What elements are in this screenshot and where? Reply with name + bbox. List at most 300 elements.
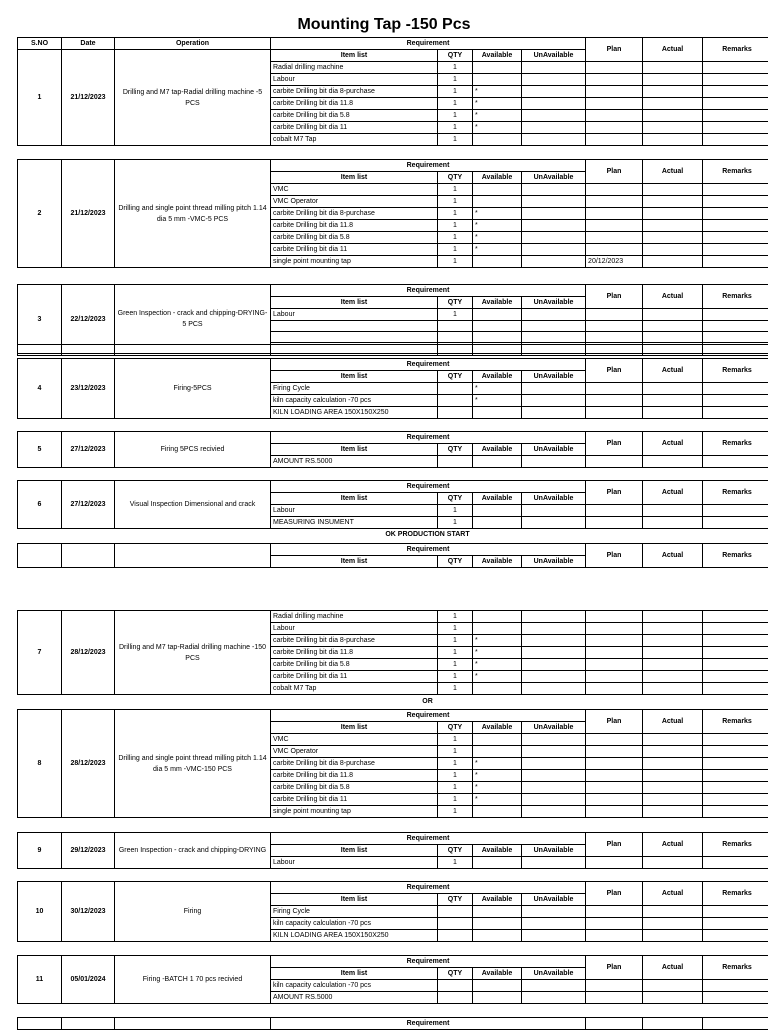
available-header: Available bbox=[473, 371, 522, 383]
plan-header: Plan bbox=[586, 359, 643, 383]
plan-cell bbox=[586, 232, 643, 244]
remarks-cell bbox=[703, 918, 768, 930]
qty-header: QTY bbox=[438, 371, 473, 383]
date-cell: 27/12/2023 bbox=[62, 432, 115, 468]
actual-header: Actual bbox=[643, 833, 703, 857]
plan-cell bbox=[586, 134, 643, 146]
remarks-header: Remarks bbox=[703, 481, 768, 505]
unavailable-cell bbox=[522, 134, 586, 146]
remarks-cell bbox=[703, 758, 768, 770]
plan-header: Plan bbox=[586, 160, 643, 184]
actual-cell bbox=[643, 770, 703, 782]
remarks-cell bbox=[703, 309, 768, 321]
available-cell: * bbox=[473, 98, 522, 110]
requirement-header: Requirement bbox=[271, 833, 586, 845]
qty-header: QTY bbox=[438, 493, 473, 505]
spacer-row bbox=[17, 344, 768, 356]
remarks-cell bbox=[703, 517, 768, 529]
item-list-header: Item list bbox=[271, 371, 438, 383]
item-name-cell: carbite Drilling bit dia 5.8 bbox=[271, 782, 438, 794]
remarks-cell bbox=[703, 659, 768, 671]
item-name-cell: carbite Drilling bit dia 11.8 bbox=[271, 98, 438, 110]
remarks-cell bbox=[703, 746, 768, 758]
available-cell bbox=[473, 930, 522, 942]
blank-cell bbox=[115, 544, 271, 568]
date-cell: 21/12/2023 bbox=[62, 160, 115, 268]
remarks-cell bbox=[703, 794, 768, 806]
plan-cell bbox=[586, 110, 643, 122]
unavailable-cell bbox=[522, 383, 586, 395]
available-cell bbox=[473, 611, 522, 623]
blank-cell bbox=[62, 544, 115, 568]
available-cell: * bbox=[473, 659, 522, 671]
unavailable-cell bbox=[522, 659, 586, 671]
actual-cell bbox=[643, 383, 703, 395]
plan-cell bbox=[586, 456, 643, 468]
qty-cell: 1 bbox=[438, 86, 473, 98]
available-cell: * bbox=[473, 122, 522, 134]
item-name-cell: Radial drilling machine bbox=[271, 611, 438, 623]
qty-cell bbox=[438, 383, 473, 395]
plan-cell bbox=[586, 505, 643, 517]
requirement-header: Requirement bbox=[271, 710, 586, 722]
unavailable-cell bbox=[522, 256, 586, 268]
actual-cell bbox=[643, 671, 703, 683]
available-cell bbox=[473, 332, 522, 343]
actual-cell bbox=[643, 62, 703, 74]
blank-cell bbox=[522, 345, 586, 356]
plan-cell bbox=[586, 184, 643, 196]
actual-header: Actual bbox=[643, 359, 703, 383]
available-cell bbox=[473, 74, 522, 86]
unavailable-cell bbox=[522, 86, 586, 98]
remarks-cell bbox=[703, 611, 768, 623]
available-header: Available bbox=[473, 722, 522, 734]
operation-block-7 bbox=[17, 610, 768, 695]
actual-cell bbox=[643, 98, 703, 110]
qty-header: QTY bbox=[438, 172, 473, 184]
actual-cell bbox=[643, 456, 703, 468]
item-row bbox=[18, 611, 768, 623]
date-header: Date bbox=[62, 38, 115, 50]
available-cell bbox=[473, 992, 522, 1004]
actual-cell bbox=[643, 407, 703, 419]
unavailable-header: UnAvailable bbox=[522, 493, 586, 505]
available-cell bbox=[473, 517, 522, 529]
actual-cell bbox=[643, 208, 703, 220]
actual-cell bbox=[643, 659, 703, 671]
unavailable-header: UnAvailable bbox=[522, 444, 586, 456]
remarks-cell bbox=[703, 220, 768, 232]
available-header: Available bbox=[473, 845, 522, 857]
remarks-cell bbox=[703, 208, 768, 220]
remarks-header: Remarks bbox=[703, 833, 768, 857]
item-name-cell: Radial drilling machine bbox=[271, 62, 438, 74]
remarks-header: Remarks bbox=[703, 710, 768, 734]
item-name-cell: carbite Drilling bit dia 8-purchase bbox=[271, 758, 438, 770]
plan-cell bbox=[586, 517, 643, 529]
available-cell bbox=[473, 906, 522, 918]
operation-cell: Drilling and M7 tap-Radial drilling machine -150 PCS bbox=[115, 611, 271, 695]
qty-cell: 1 bbox=[438, 122, 473, 134]
qty-cell: 1 bbox=[438, 134, 473, 146]
available-cell: * bbox=[473, 232, 522, 244]
actual-cell bbox=[643, 232, 703, 244]
actual-cell bbox=[643, 110, 703, 122]
actual-cell bbox=[643, 906, 703, 918]
remarks-cell bbox=[703, 62, 768, 74]
actual-cell bbox=[643, 992, 703, 1004]
remarks-cell bbox=[703, 734, 768, 746]
item-name-cell: Labour bbox=[271, 623, 438, 635]
item-name-cell: KILN LOADING AREA 150X150X250 bbox=[271, 407, 438, 419]
actual-cell bbox=[643, 184, 703, 196]
available-header: Available bbox=[473, 894, 522, 906]
plan-cell bbox=[586, 407, 643, 419]
actual-cell bbox=[643, 505, 703, 517]
unavailable-cell bbox=[522, 196, 586, 208]
item-name-cell: cobalt M7 Tap bbox=[271, 683, 438, 695]
item-name-cell: Labour bbox=[271, 857, 438, 869]
remarks-cell bbox=[703, 505, 768, 517]
plan-cell bbox=[586, 782, 643, 794]
unavailable-cell bbox=[522, 332, 586, 343]
unavailable-cell bbox=[522, 758, 586, 770]
qty-cell bbox=[438, 906, 473, 918]
unavailable-cell bbox=[522, 857, 586, 869]
unavailable-cell bbox=[522, 611, 586, 623]
actual-cell bbox=[643, 782, 703, 794]
qty-cell: 1 bbox=[438, 683, 473, 695]
available-header: Available bbox=[473, 172, 522, 184]
plan-cell bbox=[586, 806, 643, 818]
actual-cell bbox=[643, 758, 703, 770]
plan-cell bbox=[586, 122, 643, 134]
operation-block-1 bbox=[17, 37, 768, 146]
remarks-cell bbox=[703, 930, 768, 942]
available-cell bbox=[473, 256, 522, 268]
unavailable-header: UnAvailable bbox=[522, 722, 586, 734]
operation-cell: Visual Inspection Dimensional and crack bbox=[115, 481, 271, 529]
item-name-cell: AMOUNT RS.5000 bbox=[271, 992, 438, 1004]
available-header: Available bbox=[473, 444, 522, 456]
qty-cell bbox=[438, 332, 473, 343]
sno-cell: 10 bbox=[18, 882, 62, 942]
plan-cell bbox=[586, 208, 643, 220]
item-name-cell: single point mounting tap bbox=[271, 256, 438, 268]
actual-cell bbox=[643, 395, 703, 407]
unavailable-header: UnAvailable bbox=[522, 556, 586, 568]
operation-header: Operation bbox=[115, 38, 271, 50]
blank-cell bbox=[703, 345, 768, 356]
plan-cell bbox=[586, 332, 643, 343]
remarks-header: Remarks bbox=[703, 432, 768, 456]
item-list-header: Item list bbox=[271, 50, 438, 62]
qty-cell bbox=[438, 980, 473, 992]
blank-cell bbox=[643, 345, 703, 356]
available-cell bbox=[473, 734, 522, 746]
remarks-cell bbox=[703, 383, 768, 395]
actual-cell bbox=[643, 746, 703, 758]
unavailable-cell bbox=[522, 623, 586, 635]
remarks-cell bbox=[703, 244, 768, 256]
qty-cell: 1 bbox=[438, 611, 473, 623]
item-name-cell: KILN LOADING AREA 150X150X250 bbox=[271, 930, 438, 942]
operation-cell: Firing -BATCH 1 70 pcs recivied bbox=[115, 956, 271, 1004]
item-name-cell: Labour bbox=[271, 309, 438, 321]
sno-cell: 2 bbox=[18, 160, 62, 268]
remarks-cell bbox=[703, 196, 768, 208]
date-cell: 28/12/2023 bbox=[62, 710, 115, 818]
requirement-header: Requirement bbox=[271, 160, 586, 172]
operation-cell: Drilling and M7 tap-Radial drilling machine -5 PCS bbox=[115, 50, 271, 146]
item-list-header: Item list bbox=[271, 722, 438, 734]
actual-cell bbox=[643, 611, 703, 623]
item-name-cell bbox=[271, 321, 438, 332]
date-cell: 30/12/2023 bbox=[62, 882, 115, 942]
remarks-cell bbox=[703, 184, 768, 196]
remarks-header: Remarks bbox=[703, 956, 768, 980]
unavailable-cell bbox=[522, 806, 586, 818]
ok-production-label: OK PRODUCTION START bbox=[270, 531, 585, 538]
qty-cell: 1 bbox=[438, 517, 473, 529]
date-cell: 05/01/2024 bbox=[62, 956, 115, 1004]
actual-cell bbox=[643, 321, 703, 332]
available-cell: * bbox=[473, 647, 522, 659]
requirement-header: Requirement bbox=[271, 882, 586, 894]
operation-block-5 bbox=[17, 431, 768, 468]
remarks-header: Remarks bbox=[703, 160, 768, 184]
actual-cell bbox=[643, 517, 703, 529]
unavailable-cell bbox=[522, 122, 586, 134]
plan-cell bbox=[586, 683, 643, 695]
plan-cell bbox=[586, 918, 643, 930]
plan-header: Plan bbox=[586, 882, 643, 906]
operation-block-10 bbox=[17, 881, 768, 942]
remarks-cell bbox=[703, 332, 768, 343]
plan-header: Plan bbox=[586, 285, 643, 309]
available-cell bbox=[473, 806, 522, 818]
plan-cell bbox=[586, 74, 643, 86]
blank-cell bbox=[18, 544, 62, 568]
unavailable-cell bbox=[522, 794, 586, 806]
actual-cell bbox=[643, 74, 703, 86]
remarks-cell bbox=[703, 647, 768, 659]
qty-cell: 1 bbox=[438, 220, 473, 232]
item-name-cell: carbite Drilling bit dia 11 bbox=[271, 122, 438, 134]
plan-cell bbox=[586, 62, 643, 74]
remarks-cell bbox=[703, 857, 768, 869]
actual-cell bbox=[643, 857, 703, 869]
available-cell: * bbox=[473, 671, 522, 683]
available-cell bbox=[473, 309, 522, 321]
sno-cell: 9 bbox=[18, 833, 62, 869]
plan-cell bbox=[586, 395, 643, 407]
qty-cell: 1 bbox=[438, 782, 473, 794]
plan-header: Plan bbox=[586, 710, 643, 734]
operation-cell: Firing 5PCS recivied bbox=[115, 432, 271, 468]
available-header: Available bbox=[473, 493, 522, 505]
requirement-header: Requirement bbox=[271, 1018, 586, 1030]
remarks-cell bbox=[703, 980, 768, 992]
available-header: Available bbox=[473, 297, 522, 309]
actual-cell bbox=[643, 683, 703, 695]
available-cell bbox=[473, 980, 522, 992]
item-name-cell: Labour bbox=[271, 74, 438, 86]
item-name-cell: carbite Drilling bit dia 11 bbox=[271, 671, 438, 683]
remarks-cell bbox=[703, 86, 768, 98]
blank-cell bbox=[271, 345, 438, 356]
available-cell bbox=[473, 505, 522, 517]
item-list-header: Item list bbox=[271, 845, 438, 857]
available-cell: * bbox=[473, 758, 522, 770]
unavailable-cell bbox=[522, 184, 586, 196]
actual-header: Actual bbox=[643, 432, 703, 456]
item-name-cell: carbite Drilling bit dia 5.8 bbox=[271, 110, 438, 122]
item-list-header: Item list bbox=[271, 493, 438, 505]
operation-cell: Green Inspection - crack and chipping-DRYING bbox=[115, 833, 271, 869]
remarks-cell bbox=[703, 98, 768, 110]
item-name-cell: AMOUNT RS.5000 bbox=[271, 456, 438, 468]
remarks-cell bbox=[703, 110, 768, 122]
qty-cell: 1 bbox=[438, 647, 473, 659]
actual-header: Actual bbox=[643, 481, 703, 505]
qty-cell: 1 bbox=[438, 110, 473, 122]
plan-cell bbox=[586, 671, 643, 683]
sno-cell: 3 bbox=[18, 285, 62, 354]
actual-cell bbox=[643, 309, 703, 321]
unavailable-cell bbox=[522, 906, 586, 918]
sno-cell: 6 bbox=[18, 481, 62, 529]
available-cell bbox=[473, 407, 522, 419]
qty-header: QTY bbox=[438, 894, 473, 906]
item-name-cell: Firing Cycle bbox=[271, 383, 438, 395]
qty-header: QTY bbox=[438, 845, 473, 857]
item-name-cell: VMC bbox=[271, 734, 438, 746]
unavailable-cell bbox=[522, 746, 586, 758]
available-cell bbox=[473, 456, 522, 468]
actual-header: Actual bbox=[643, 882, 703, 906]
unavailable-cell bbox=[522, 321, 586, 332]
item-list-header: Item list bbox=[271, 968, 438, 980]
available-cell: * bbox=[473, 395, 522, 407]
actual-cell bbox=[643, 647, 703, 659]
unavailable-cell bbox=[522, 110, 586, 122]
remarks-header: Remarks bbox=[703, 359, 768, 383]
qty-cell: 1 bbox=[438, 62, 473, 74]
plan-cell bbox=[586, 746, 643, 758]
item-name-cell: kiln capacity calculation -70 pcs bbox=[271, 395, 438, 407]
plan-cell bbox=[586, 734, 643, 746]
unavailable-cell bbox=[522, 505, 586, 517]
date-cell: 23/12/2023 bbox=[62, 359, 115, 419]
actual-cell bbox=[643, 122, 703, 134]
actual-cell bbox=[643, 734, 703, 746]
actual-cell bbox=[643, 134, 703, 146]
available-cell bbox=[473, 184, 522, 196]
unavailable-cell bbox=[522, 930, 586, 942]
qty-header: QTY bbox=[438, 444, 473, 456]
plan-cell bbox=[586, 635, 643, 647]
remarks-cell bbox=[703, 770, 768, 782]
actual-header: Actual bbox=[643, 710, 703, 734]
remarks-cell bbox=[703, 806, 768, 818]
available-cell bbox=[473, 623, 522, 635]
operation-cell: Firing-5PCS bbox=[115, 359, 271, 419]
requirement-header: Requirement bbox=[271, 359, 586, 371]
qty-cell: 1 bbox=[438, 244, 473, 256]
sno-cell: 5 bbox=[18, 432, 62, 468]
blank-cell bbox=[115, 345, 271, 356]
qty-header: QTY bbox=[438, 968, 473, 980]
item-name-cell: carbite Drilling bit dia 11.8 bbox=[271, 770, 438, 782]
available-cell bbox=[473, 134, 522, 146]
remarks-cell bbox=[703, 635, 768, 647]
plan-cell bbox=[586, 244, 643, 256]
available-header: Available bbox=[473, 556, 522, 568]
plan-cell bbox=[586, 659, 643, 671]
plan-cell bbox=[586, 196, 643, 208]
item-list-header: Item list bbox=[271, 894, 438, 906]
operation-block-9 bbox=[17, 832, 768, 869]
available-cell bbox=[473, 918, 522, 930]
plan-cell bbox=[586, 86, 643, 98]
unavailable-cell bbox=[522, 456, 586, 468]
unavailable-cell bbox=[522, 635, 586, 647]
blank-cell bbox=[438, 345, 473, 356]
remarks-cell bbox=[703, 134, 768, 146]
unavailable-cell bbox=[522, 980, 586, 992]
unavailable-header: UnAvailable bbox=[522, 172, 586, 184]
unavailable-cell bbox=[522, 98, 586, 110]
plan-cell bbox=[586, 383, 643, 395]
item-list-header: Item list bbox=[271, 556, 438, 568]
plan-cell bbox=[586, 309, 643, 321]
plan-cell bbox=[586, 647, 643, 659]
plan-cell bbox=[586, 992, 643, 1004]
unavailable-cell bbox=[522, 647, 586, 659]
unavailable-header: UnAvailable bbox=[522, 894, 586, 906]
sno-cell: 4 bbox=[18, 359, 62, 419]
plan-header: Plan bbox=[586, 544, 643, 568]
actual-header: Actual bbox=[643, 38, 703, 62]
plan-cell bbox=[586, 906, 643, 918]
sno-cell: 11 bbox=[18, 956, 62, 1004]
remarks-cell bbox=[703, 74, 768, 86]
item-name-cell: single point mounting tap bbox=[271, 806, 438, 818]
qty-header: QTY bbox=[438, 722, 473, 734]
date-cell: 29/12/2023 bbox=[62, 833, 115, 869]
operation-block-2 bbox=[17, 159, 768, 268]
remarks-cell bbox=[703, 122, 768, 134]
operation-cell: Firing bbox=[115, 882, 271, 942]
qty-cell: 1 bbox=[438, 208, 473, 220]
qty-cell: 1 bbox=[438, 309, 473, 321]
actual-cell bbox=[643, 256, 703, 268]
operation-cell: Drilling and single point thread milling pitch 1.14 dia 5 mm -VMC-5 PCS bbox=[115, 160, 271, 268]
operation-cell: Drilling and single point thread milling pitch 1.14 dia 5 mm -VMC-150 PCS bbox=[115, 710, 271, 818]
item-name-cell: carbite Drilling bit dia 11 bbox=[271, 244, 438, 256]
unavailable-cell bbox=[522, 309, 586, 321]
remarks-cell bbox=[703, 623, 768, 635]
available-cell: * bbox=[473, 220, 522, 232]
item-name-cell: cobalt M7 Tap bbox=[271, 134, 438, 146]
plan-cell bbox=[586, 794, 643, 806]
plan-header: Plan bbox=[586, 833, 643, 857]
qty-header: QTY bbox=[438, 50, 473, 62]
date-cell: 22/12/2023 bbox=[62, 285, 115, 354]
blank-cell bbox=[62, 345, 115, 356]
